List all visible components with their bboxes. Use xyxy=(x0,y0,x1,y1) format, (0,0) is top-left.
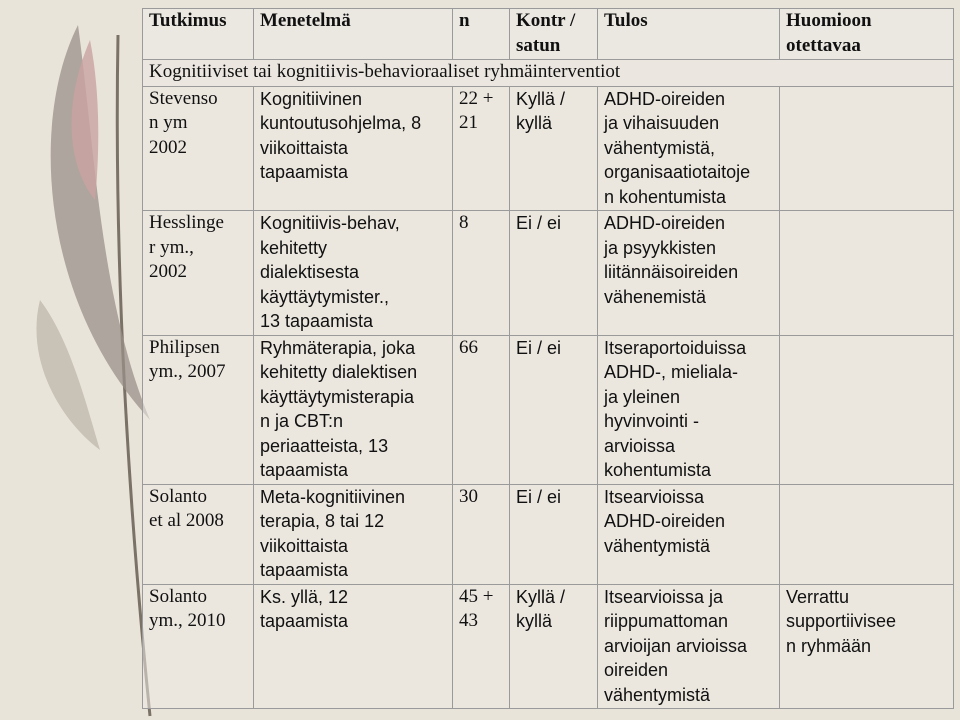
col-header-method: Menetelmä xyxy=(254,9,453,60)
cell-control: Kyllä / kyllä xyxy=(510,584,598,709)
cell-study: Hesslinge r ym., 2002 xyxy=(143,211,254,336)
cell-notes xyxy=(780,335,954,484)
table-row xyxy=(143,584,954,709)
cell-control: Kyllä / kyllä xyxy=(510,86,598,211)
table-row xyxy=(143,211,954,336)
table-row xyxy=(143,484,954,584)
col-header-n: n xyxy=(453,9,510,60)
cell-notes: Verrattu supportiivisee n ryhmään xyxy=(780,584,954,709)
table-row xyxy=(143,86,954,211)
cell-n: 8 xyxy=(453,211,510,336)
cell-notes xyxy=(780,484,954,584)
cell-method: Kognitiivinen kuntoutusohjelma, 8 viikoittaista tapaamista xyxy=(254,86,453,211)
section-title: Kognitiiviset tai kognitiivis-behavioraaliset ryhmäinterventiot xyxy=(143,60,954,87)
col-header-study: Tutkimus xyxy=(143,9,254,60)
cell-result: Itsearvioissa ja riippumattoman arvioijan arvioissa oireiden vähentymistä xyxy=(598,584,780,709)
cell-control: Ei / ei xyxy=(510,335,598,484)
cell-n: 66 xyxy=(453,335,510,484)
cell-method: Kognitiivis-behav, kehitetty dialektisesta käyttäytymister., 13 tapaamista xyxy=(254,211,453,336)
cell-control: Ei / ei xyxy=(510,211,598,336)
cell-study: Philipsen ym., 2007 xyxy=(143,335,254,484)
section-row xyxy=(143,60,954,87)
cell-result: Itsearvioissa ADHD-oireiden vähentymistä xyxy=(598,484,780,584)
cell-n: 45 + 43 xyxy=(453,584,510,709)
study-table xyxy=(142,8,954,709)
cell-notes xyxy=(780,211,954,336)
cell-n: 30 xyxy=(453,484,510,584)
col-header-notes: Huomioon otettavaa xyxy=(780,9,954,60)
cell-result: Itseraportoiduissa ADHD-, mieliala- ja yleinen hyvinvointi - arvioissa kohentumista xyxy=(598,335,780,484)
col-header-result: Tulos xyxy=(598,9,780,60)
cell-study: Solanto et al 2008 xyxy=(143,484,254,584)
cell-control: Ei / ei xyxy=(510,484,598,584)
cell-method: Ryhmäterapia, joka kehitetty dialektisen käyttäytymisterapia n ja CBT:n periaatteista, 13 tapaamista xyxy=(254,335,453,484)
col-header-control: Kontr / satun xyxy=(510,9,598,60)
cell-study: Stevenso n ym 2002 xyxy=(143,86,254,211)
table-row xyxy=(143,335,954,484)
cell-study: Solanto ym., 2010 xyxy=(143,584,254,709)
cell-result: ADHD-oireiden ja vihaisuuden vähentymistä, organisaatiotaitoje n kohentumista xyxy=(598,86,780,211)
cell-method: Meta-kognitiivinen terapia, 8 tai 12 viikoittaista tapaamista xyxy=(254,484,453,584)
cell-result: ADHD-oireiden ja psyykkisten liitännäisoireiden vähenemistä xyxy=(598,211,780,336)
header-row xyxy=(143,9,954,60)
cell-notes xyxy=(780,86,954,211)
cell-n: 22 + 21 xyxy=(453,86,510,211)
cell-method: Ks. yllä, 12 tapaamista xyxy=(254,584,453,709)
